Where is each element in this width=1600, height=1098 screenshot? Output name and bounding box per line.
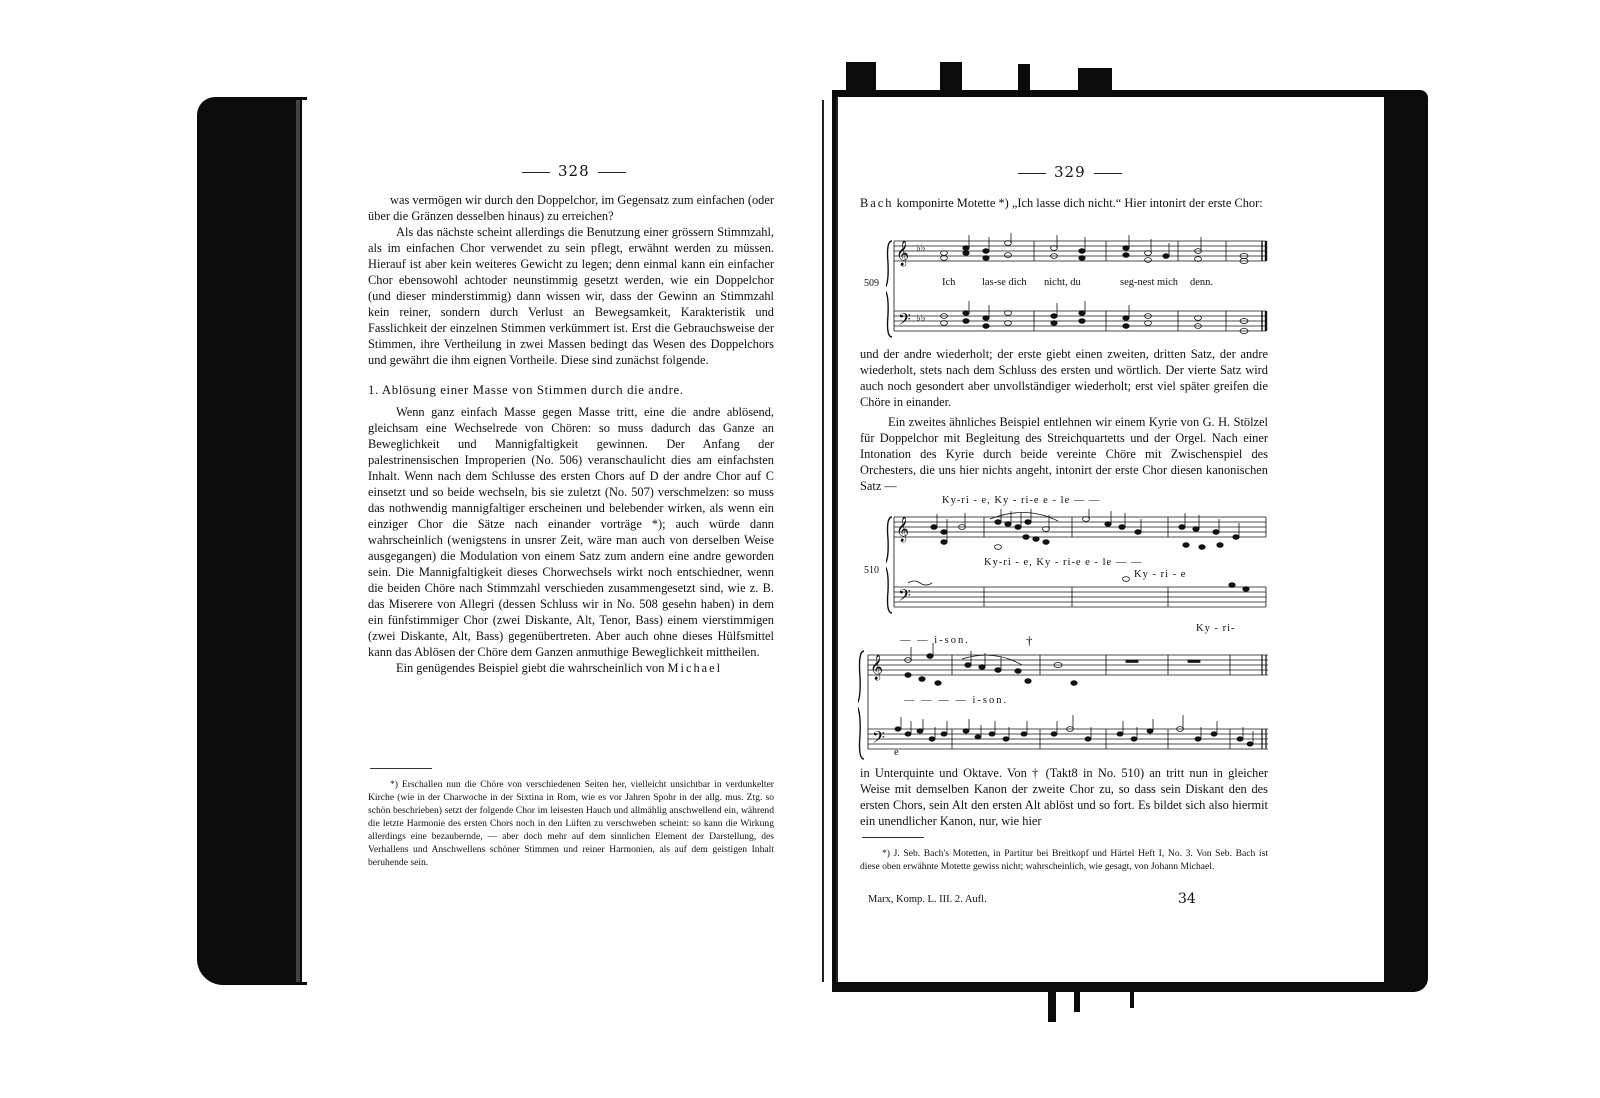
svg-text:𝄞: 𝄞 [896, 241, 910, 266]
lyric: — — — — i-son. [904, 695, 1009, 706]
cover-tab [846, 62, 876, 102]
section-heading: 1. Ablösung einer Masse von Stimmen durch die andre. [368, 383, 684, 397]
left-footnote: *) Erschallen nun die Chöre von verschiedenen Seiten her, vielleicht unsichtbar in verdunkelter Kirche (wie in der Charwoche in der Sixtina in Rom, wie es vor Jahren Spohr in der allg. mus. Ztg. so schön beschrieben) setzt der folgende Chor im leisesten Hauch und allmählig anschwellend ein, während die letzte Harmonie des ersten Chors noch in den Lüften zu verschweben scheint: so kann die Wirkung allerdings eine bezaubernde, — aber doch mehr auf dem sinnlichen Element der Darstellung, des Verhallens und Anschwellens schöner Stimmen und reiner Harmonien, als auf dem geistigen Inhalt beruhende sein. [368, 779, 774, 868]
lyric: Ich [942, 277, 956, 288]
paragraph: Ein genügendes Beispiel giebt die wahrscheinlich von Michael [396, 661, 723, 675]
example-number: 510 [864, 565, 879, 576]
paragraph: und der andre wiederholt; der erste giebt einen zweiten, dritten Satz, der andre wiederholt, stets nach dem Schluss des ersten und wörtlich. Der vierte Satz wird auch noch gesondert aber unvollständiger wiederholt; erst viel später greifen die Chöre in einander. [860, 347, 1268, 409]
paragraph: Ein zweites ähnliches Beispiel entlehnen wir einem Kyrie von G. H. Stölzel für Doppelchor mit Begleitung des Streichquartetts und der Orgel. Nach einer Intonation des Kyrie durch beide vereinte Chöre mit Zwischenspiel des Orchesters, die uns hier nichts angeht, intonirt der erste Chor diesen kanonischen Satz — [860, 415, 1268, 493]
signature-number: 34 [1178, 891, 1196, 907]
lyric: las-se dich [982, 277, 1027, 288]
right-footnote: *) J. Seb. Bach's Motetten, in Partitur bei Breitkopf und Härtel Heft I, No. 3. Von Seb. Bach ist diese oben erwähnte Motette gewiss nicht; wahrscheinlich, wie gesagt, von Johann Michael. [860, 848, 1268, 872]
page-number: 328 [514, 162, 634, 180]
svg-text:𝄢: 𝄢 [898, 309, 911, 333]
svg-text:♭♭: ♭♭ [916, 313, 926, 324]
book-cover-left [197, 97, 307, 985]
music-example-509 [886, 233, 1270, 345]
page-number: 329 [1010, 163, 1130, 181]
cover-tab [940, 62, 962, 98]
lyric: Ky-ri - e, Ky - ri-e e - le — — [984, 557, 1143, 568]
svg-text:𝄞: 𝄞 [870, 655, 884, 680]
lyric: — — i-son. [900, 635, 970, 646]
signature-line: Marx, Komp. L. III. 2. Aufl. [868, 894, 987, 905]
lyric: Ky - ri- [1196, 623, 1236, 634]
footnote-rule [862, 837, 924, 838]
right-page [836, 97, 1384, 982]
left-page [302, 100, 824, 982]
right-body-text-2 [860, 765, 1268, 829]
cover-tab [1074, 982, 1080, 1012]
cross-mark: † [1026, 633, 1033, 648]
paragraph: Als das nächste scheint allerdings die Benutzung einer grössern Stimmzahl, als im einfachen Chor verwendet zu sein pflegt, erwähnt werden zu müssen. Hierauf ist aber kein weiteres Gewicht zu legen; denn einmal kann ein einfacher Chor ebensowohl achtoder neunstimmig gesetzt werden, wie ein Doppelchor (und dieser minderstimmig) dann wissen wir, dass der Gewinn an Stimmzahl kein reiner, sondern durch Verlust an Bewegsamkeit, Karakteristik und Fasslichkeit der einzelnen Stimmen verkümmert ist. Erst die Gebrauchsweise der Stimmen, ihre Vertheilung in zwei Massen bedingt das Wesen des Doppelchors und gewährt die ihm eignen Vortheile. Diese sind zunächst folgende. [368, 225, 774, 367]
svg-text:𝄞: 𝄞 [896, 517, 910, 542]
paragraph: Wenn ganz einfach Masse gegen Masse tritt, eine die andre ablösend, gleichsam eine Wechselrede von Chören: so muss dadurch das Ganze an Beweglichkeit und Mannigfaltigkeit gewinnen. Der Anfang der palestrinensischen Improperien (No. 506) veranschaulicht dies am einfachsten Inhalt. Wenn nach dem Schlusse des ersten Chors auf D der andre Chor auf C einsetzt und so beide wechseln, bis sie zuletzt (No. 507) verschmelzen: so muss das nothwendig mannigfaltiger erscheinen und belebender wirken, als wenn ein einziger Chor die Sätze nach einander vorträge *); auch würde dann wahrscheinlich (wenigstens in unsrer Zeit, wäre man auch von derselben Weise ausgegangen) die Modulation von einem Satz zum andern eine andre geworden sein. Die Mannigfaltigkeit dieses Chorwechsels wirkt noch entschiedner, wenn die beiden Chöre nach Stimmzahl verschieden zusammengesetzt sind, wie z. B. das Miserere von Allegri (dessen Schluss wir in No. 508 gesehn haben) in dem ein fünfstimmiger Chor (zwei Diskante, Alt, Tenor, Bass) einem vierstimmigen (zwei Diskante, Alt, Bass) gegenübertreten. Aber auch ohne dieses Hülfsmittel kann das Ablösen der Chöre dem Ganzen anmuthige Beweglichkeit mittheilen. [368, 405, 774, 659]
cover-tab [1078, 68, 1112, 98]
lyric: denn. [1190, 277, 1214, 288]
svg-text:𝄢: 𝄢 [898, 585, 911, 609]
cover-tab [1018, 64, 1030, 98]
cover-tab [1130, 982, 1134, 1008]
right-body-text [860, 346, 1268, 494]
page-edge [296, 100, 300, 982]
lyric: seg-nest mich [1120, 277, 1179, 288]
lyric: e [894, 747, 899, 758]
left-body-text [368, 192, 774, 676]
footnote-rule [370, 768, 432, 769]
svg-text:♭♭: ♭♭ [916, 243, 926, 254]
paragraph: in Unterquinte und Oktave. Von † (Takt8 in No. 510) an tritt nun in gleicher Weise mit demselben Kanon der zweite Chor zu, so dass sein Diskant den des ersten Chors, sein Alt den ersten Alt ablöst und so fort. Es bildet sich also hiermit ein unendlicher Kanon, nur, wie hier [860, 766, 1268, 828]
example-number: 509 [864, 278, 879, 289]
paragraph: was vermögen wir durch den Doppelchor, im Gegensatz zum einfachen (oder über die Gränzen desselben hinaus) zu erreichen? [368, 193, 774, 223]
lyric: nicht, du [1044, 277, 1081, 288]
cover-tab [1048, 982, 1056, 1022]
svg-text:𝄢: 𝄢 [872, 727, 885, 751]
lyric: Ky-ri - e, Ky - ri-e e - le — — [942, 495, 1101, 506]
lyric: Ky - ri - e [1134, 569, 1187, 580]
right-intro-text: Bach komponirte Motette *) „Ich lasse dich nicht.“ Hier intonirt der erste Chor: [860, 196, 1263, 210]
